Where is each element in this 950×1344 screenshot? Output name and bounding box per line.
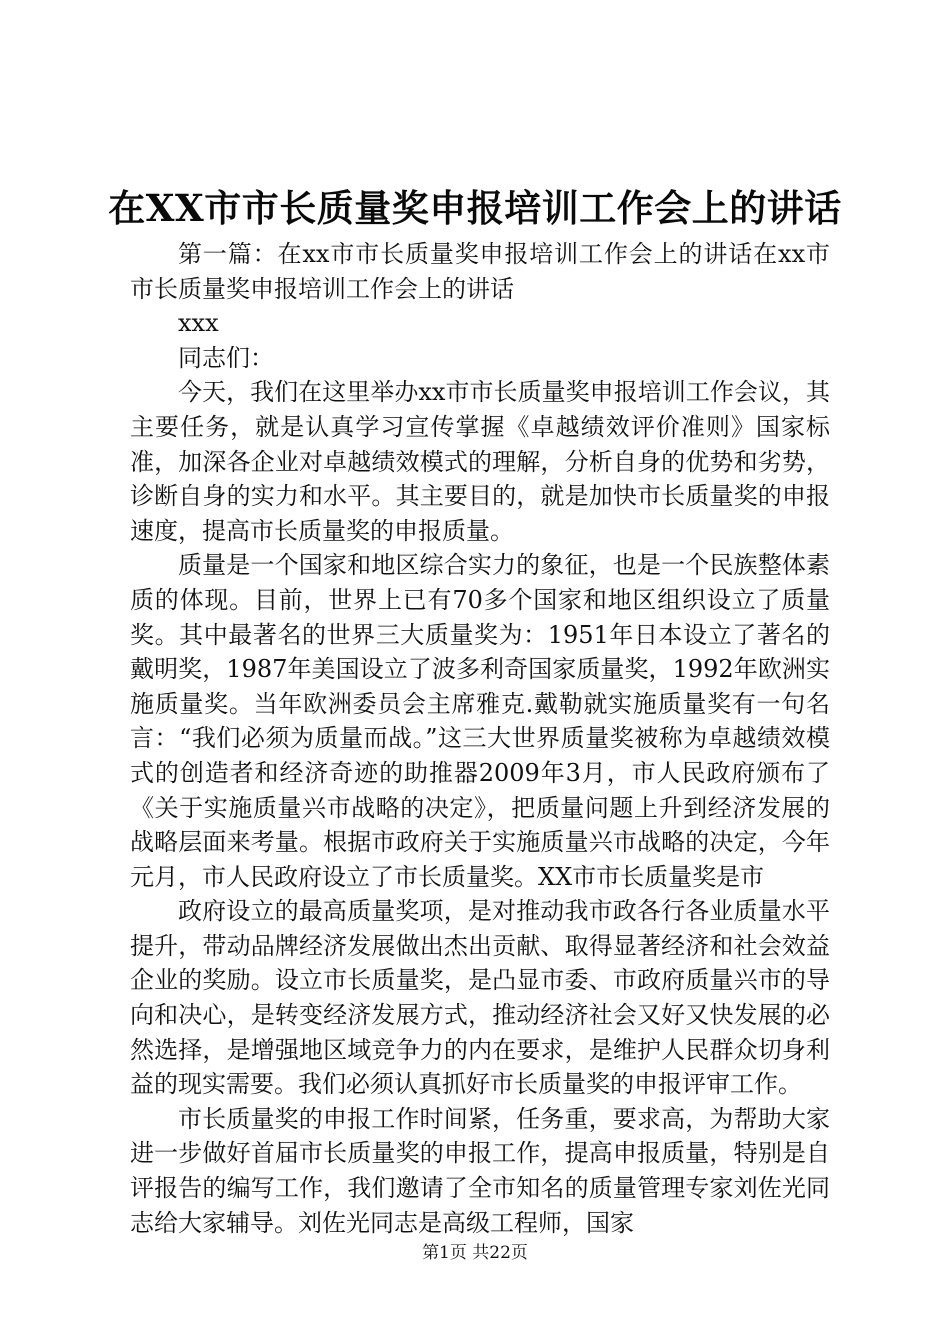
paragraph-salutation: 同志们：	[178, 343, 274, 372]
document-title: 在XX市市长质量奖申报培训工作会上的讲话	[108, 186, 842, 230]
page-number-footer: 第1页 共22页	[422, 1243, 528, 1263]
document-body	[130, 237, 830, 1240]
paragraph-body: 政府设立的最高质量奖项，是对推动我市政各行各业质量水平提升，带动品牌经济发展做出杰出贡献、取得显著经济和社会效益企业的奖励。设立市长质量奖，是凸显市委、市政府质量兴市的导向和决心，是转变经济发展方式，推动经济社会又好又快发展的必然选择，是增强地区域竞争力的内在要求，是维护人民群众切身利益的现实需要。我们必须认真抓好市长质量奖的申报评审工作。	[130, 897, 830, 1099]
paragraph-author: xxx	[178, 309, 219, 338]
paragraph-body: 今天，我们在这里举办xx市市长质量奖申报培训工作会议，其主要任务，就是认真学习宣传掌握《卓越绩效评价准则》国家标准，加深各企业对卓越绩效模式的理解，分析自身的优势和劣势，诊断自身的实力和水平。其主要目的，就是加快市长质量奖的申报速度，提高市长质量奖的申报质量。	[130, 378, 830, 545]
paragraph-intro: 第一篇：在xx市市长质量奖申报培训工作会上的讲话在xx市市长质量奖申报培训工作会上的讲话	[130, 240, 830, 303]
paragraph-body: 市长质量奖的申报工作时间紧，任务重，要求高，为帮助大家进一步做好首届市长质量奖的申报工作，提高申报质量，特别是自评报告的编写工作，我们邀请了全市知名的质量管理专家刘佐光同志给大家辅导。刘佐光同志是高级工程师，国家	[130, 1104, 830, 1237]
paragraph-body: 质量是一个国家和地区综合实力的象征，也是一个民族整体素质的体现。目前，世界上已有70多个国家和地区组织设立了质量奖。其中最著名的世界三大质量奖为：1951年日本设立了著名的戴明奖，1987年美国设立了波多利奇国家质量奖，1992年欧洲实施质量奖。当年欧洲委员会主席雅克.戴勒就实施质量奖有一句名言：“我们必须为质量而战。”这三大世界质量奖被称为卓越绩效模式的创造者和经济奇迹的助推器2009年3月，市人民政府颁布了《关于实施质量兴市战略的决定》，把质量问题上升到经济发展的战略层面来考量。根据市政府关于实施质量兴市战略的决定，今年元月，市人民政府设立了市长质量奖。XX市市长质量奖是市	[130, 551, 830, 891]
